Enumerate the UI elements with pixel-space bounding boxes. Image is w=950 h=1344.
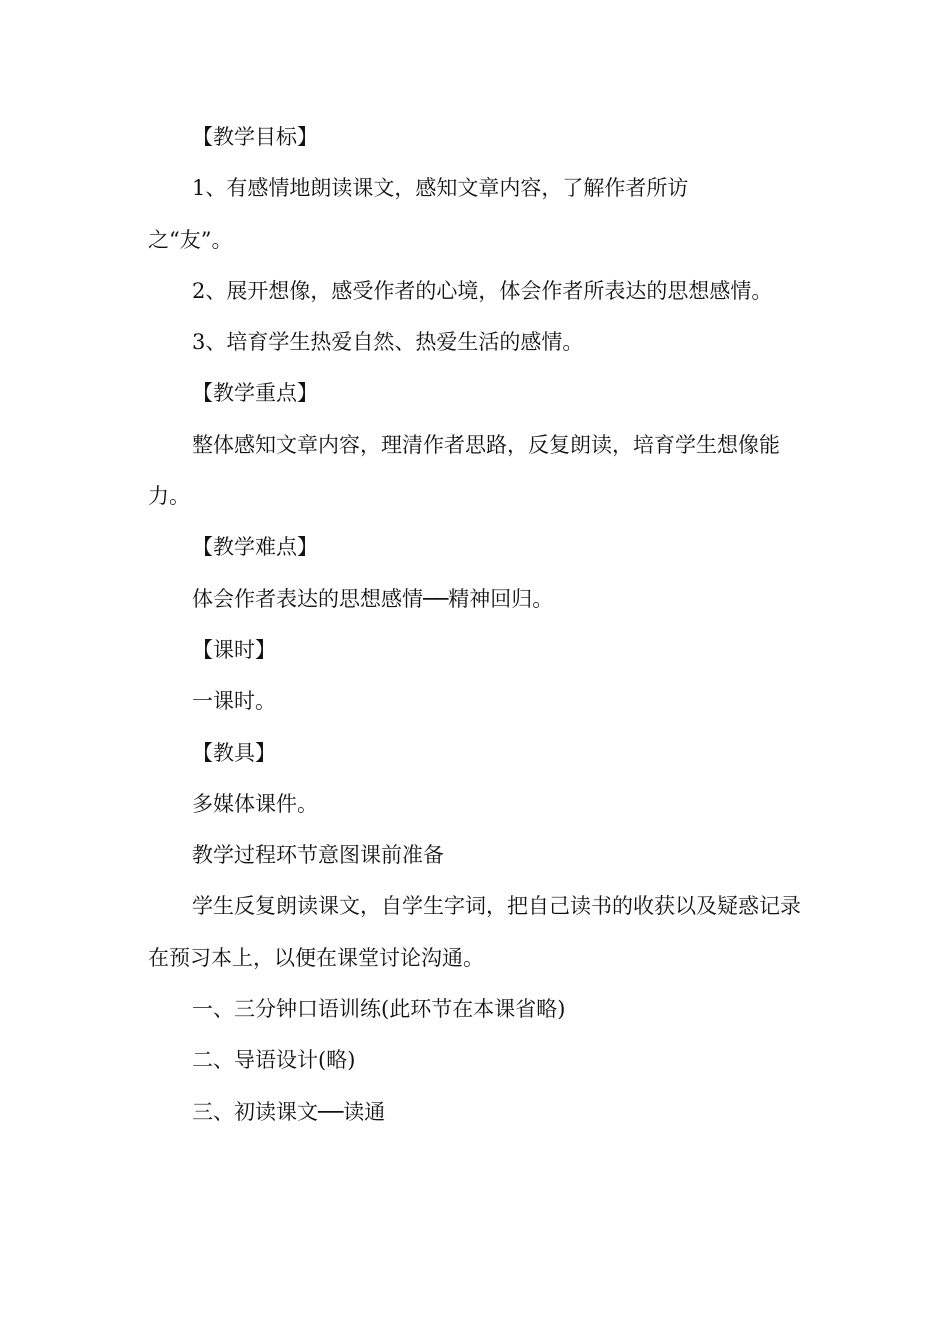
preparation-text: 学生反复朗读课文，自学生字词，把自己读书的收获以及疑惑记录在预习本上，以便在课堂讨论沟通。 bbox=[148, 894, 801, 970]
step-2: 二、导语设计(略) bbox=[192, 1048, 356, 1073]
class-hours-text: 一课时。 bbox=[192, 689, 276, 714]
step-3: 三、初读课文──读通 bbox=[192, 1099, 386, 1124]
heading-teaching-difficulty: 【教学难点】 bbox=[192, 535, 318, 560]
document-body bbox=[148, 112, 808, 1138]
heading-class-hours: 【课时】 bbox=[192, 637, 276, 662]
heading-teaching-focus: 【教学重点】 bbox=[192, 381, 318, 406]
teaching-aids-text: 多媒体课件。 bbox=[192, 791, 318, 816]
heading-teaching-goals: 【教学目标】 bbox=[192, 125, 318, 149]
goal-item-1: 1、有感情地朗读课文，感知文章内容，了解作者所访之“友”。 bbox=[148, 176, 689, 252]
step-1: 一、三分钟口语训练(此环节在本课省略) bbox=[192, 997, 566, 1022]
goal-item-3: 3、培育学生热爱自然、热爱生活的感情。 bbox=[192, 330, 584, 355]
goal-item-2: 2、展开想像，感受作者的心境，体会作者所表达的思想感情。 bbox=[192, 278, 773, 303]
difficulty-text: 体会作者表达的思想感情──精神回归。 bbox=[192, 586, 554, 611]
process-heading: 教学过程环节意图课前准备 bbox=[192, 843, 444, 868]
heading-teaching-aids: 【教具】 bbox=[192, 740, 276, 765]
focus-text: 整体感知文章内容，理清作者思路，反复朗读，培育学生想像能力。 bbox=[148, 432, 780, 509]
